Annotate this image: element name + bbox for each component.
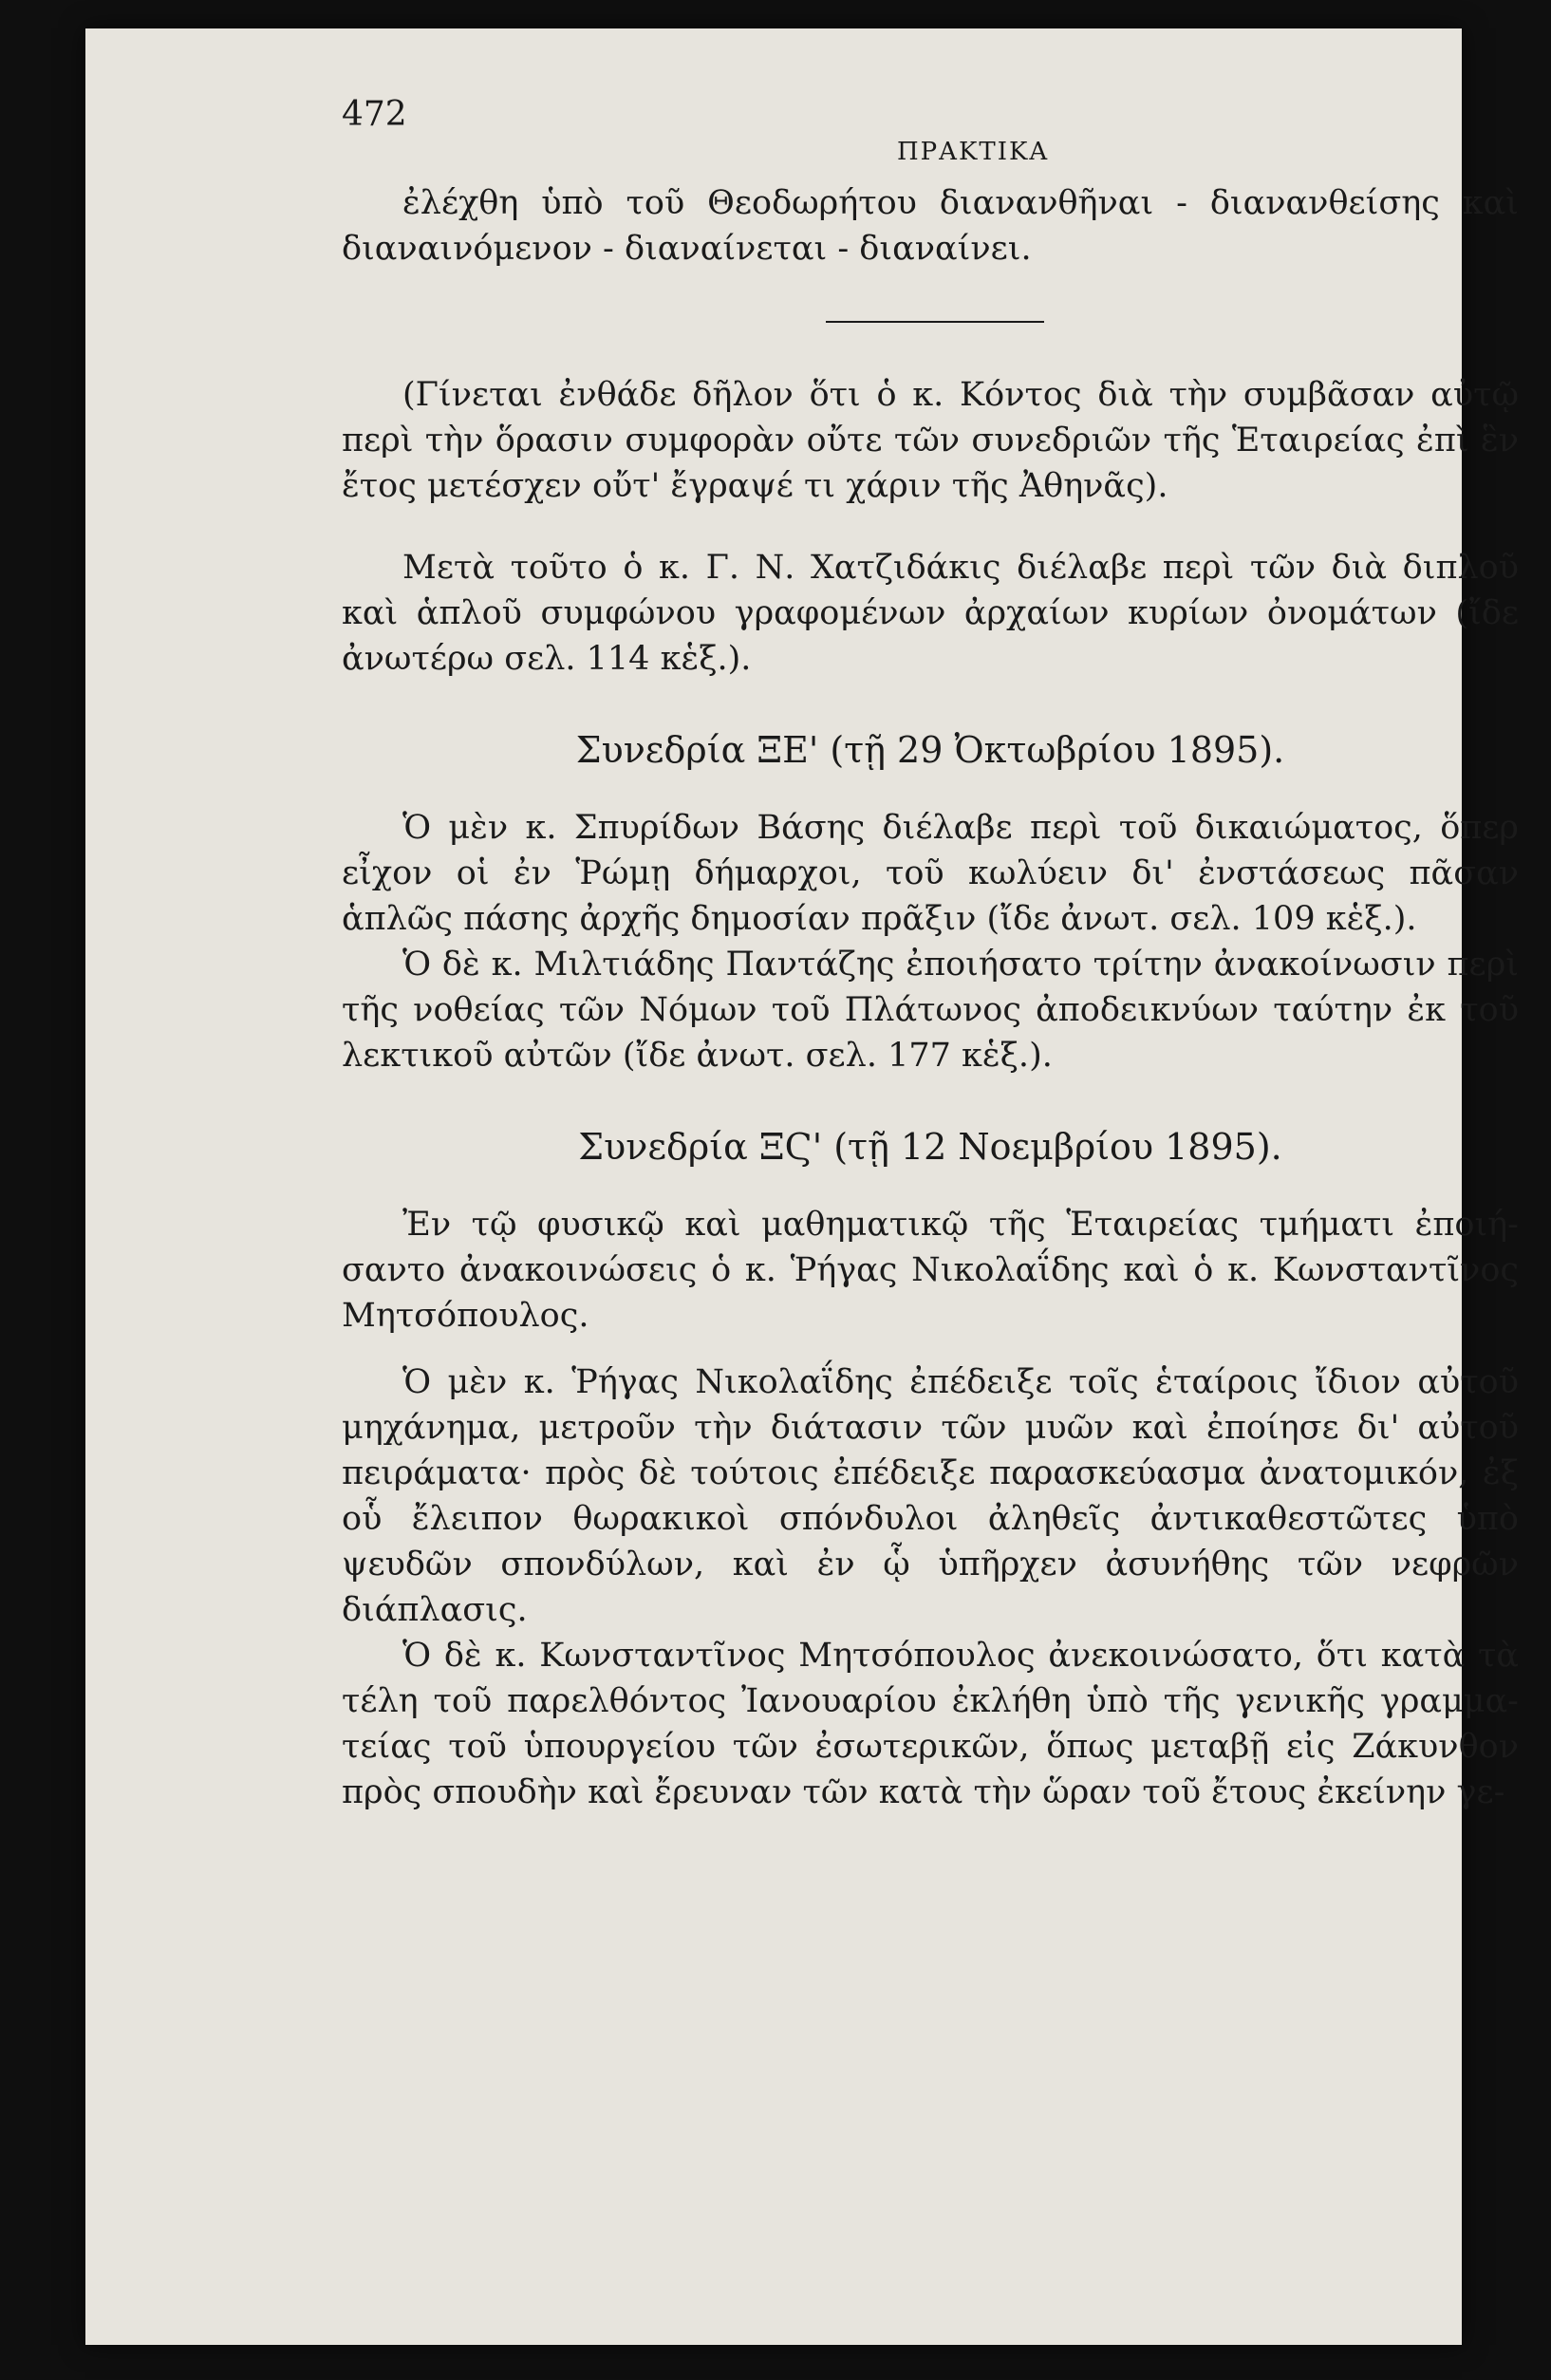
paragraph-pantazis: Ὁ δὲ κ. Μιλτιάδης Παντάζης ἐποιήσατο τρίτην ἀνακοίνωσιν περὶ τῆς νοθείας τῶν Νόμων τοῦ Πλάτωνος ἀποδεικνύων ταύτην ἐκ τοῦ λεκτικοῦ αὐτῶν (ἴδε ἀνωτ. σελ. 177 κἑξ.). — [342, 946, 1519, 1075]
paragraph-nikolaidis: Ὁ μὲν κ. Ῥήγας Νικολαΐδης ἐπέδειξε τοῖς ἑταίροις ἴδιον αὐτοῦ μηχάνημα, μετροῦν τὴν διάτασιν τῶν μυῶν καὶ ἐποίησε δι' αὐτοῦ πειράματα· πρὸς δὲ τούτοις ἐπέδειξε παρασκεύασμα ἀνατομικόν, ἐξ οὗ ἔλειπον θωρακικοὶ σπόνδυλοι ἀληθεῖς ἀντικαθεστῶτες ὑπὸ ψευδῶν σπονδύλων, καὶ ἐν ᾧ ὑπῆρχεν ἀσυνήθης τῶν νεφρῶν διάπλασις. — [342, 1363, 1519, 1629]
book-page — [85, 28, 1519, 2345]
paragraph-note: (Γίνεται ἐνθάδε δῆλον ὅτι ὁ κ. Κόντος διὰ τὴν συμβᾶσαν αὐτῷ περὶ τὴν ὅρασιν συμφορὰν οὔτε τῶν συνεδριῶν τῆς Ἑταιρείας ἐπὶ ἓν ἔτος μετέσχεν οὔτ' ἔγραψέ τι χάριν τῆς Ἀθηνᾶς). — [342, 376, 1519, 505]
paragraph-continuation: ἐλέχθη ὑπὸ τοῦ Θεοδωρήτου διανανθῆναι - διανανθείσης καὶ διαναινόμενον - διαναίνεται - διαναίνει. — [342, 184, 1519, 268]
session-heading-1: Συνεδρία ΞΕ' (τῇ 29 Ὀκτωβρίου 1895). — [575, 729, 1285, 771]
paragraph-mitsopoulos: Ὁ δὲ κ. Κωνσταντῖνος Μητσόπουλος ἀνεκοινώσατο, ὅτι κατὰ τὰ τέλη τοῦ παρελθόντος Ἰανουαρίου ἐκλήθη ὑπὸ τῆς γενικῆς γραμματείας τοῦ ὑπουργείου τῶν ἐσωτερικῶν, ὅπως μεταβῇ εἰς Ζάκυνθον πρὸς σπουδὴν καὶ ἔρευναν τῶν κατὰ τὴν ὥραν τοῦ ἔτους ἐκείνην γε- — [342, 1637, 1519, 1811]
page-body — [342, 180, 1519, 1815]
page-number: 472 — [342, 95, 407, 134]
section-divider — [826, 321, 1044, 323]
running-head: ΠΡΑΚΤΙΚΑ — [897, 138, 1050, 166]
paragraph-hatzidakis: Μετὰ τοῦτο ὁ κ. Γ. Ν. Χατζιδάκις διέλαβε περὶ τῶν διὰ διπλοῦ καὶ ἁπλοῦ συμφώνου γραφομένων ἀρχαίων κυρίων ὀνομάτων (ἴδε ἀνωτέρω σελ. 114 κἑξ.). — [342, 549, 1519, 678]
session-heading-2: Συνεδρία ΞϚ' (τῇ 12 Νοεμβρίου 1895). — [578, 1126, 1282, 1168]
paragraph-physics-section: Ἐν τῷ φυσικῷ καὶ μαθηματικῷ τῆς Ἑταιρείας τμήματι ἐποιήσαντο ἀνακοινώσεις ὁ κ. Ῥήγας Νικολαΐδης καὶ ὁ κ. Κωνσταντῖνος Μητσόπουλος. — [342, 1206, 1519, 1335]
page-header — [342, 95, 1481, 166]
paragraph-vasis: Ὁ μὲν κ. Σπυρίδων Βάσης διέλαβε περὶ τοῦ δικαιώματος, ὅπερ εἶχον οἱ ἐν Ῥώμῃ δήμαρχοι, τοῦ κωλύειν δι' ἐνστάσεως πᾶσαν ἁπλῶς πάσης ἀρχῆς δημοσίαν πρᾶξιν (ἴδε ἀνωτ. σελ. 109 κἑξ.). — [342, 809, 1519, 938]
